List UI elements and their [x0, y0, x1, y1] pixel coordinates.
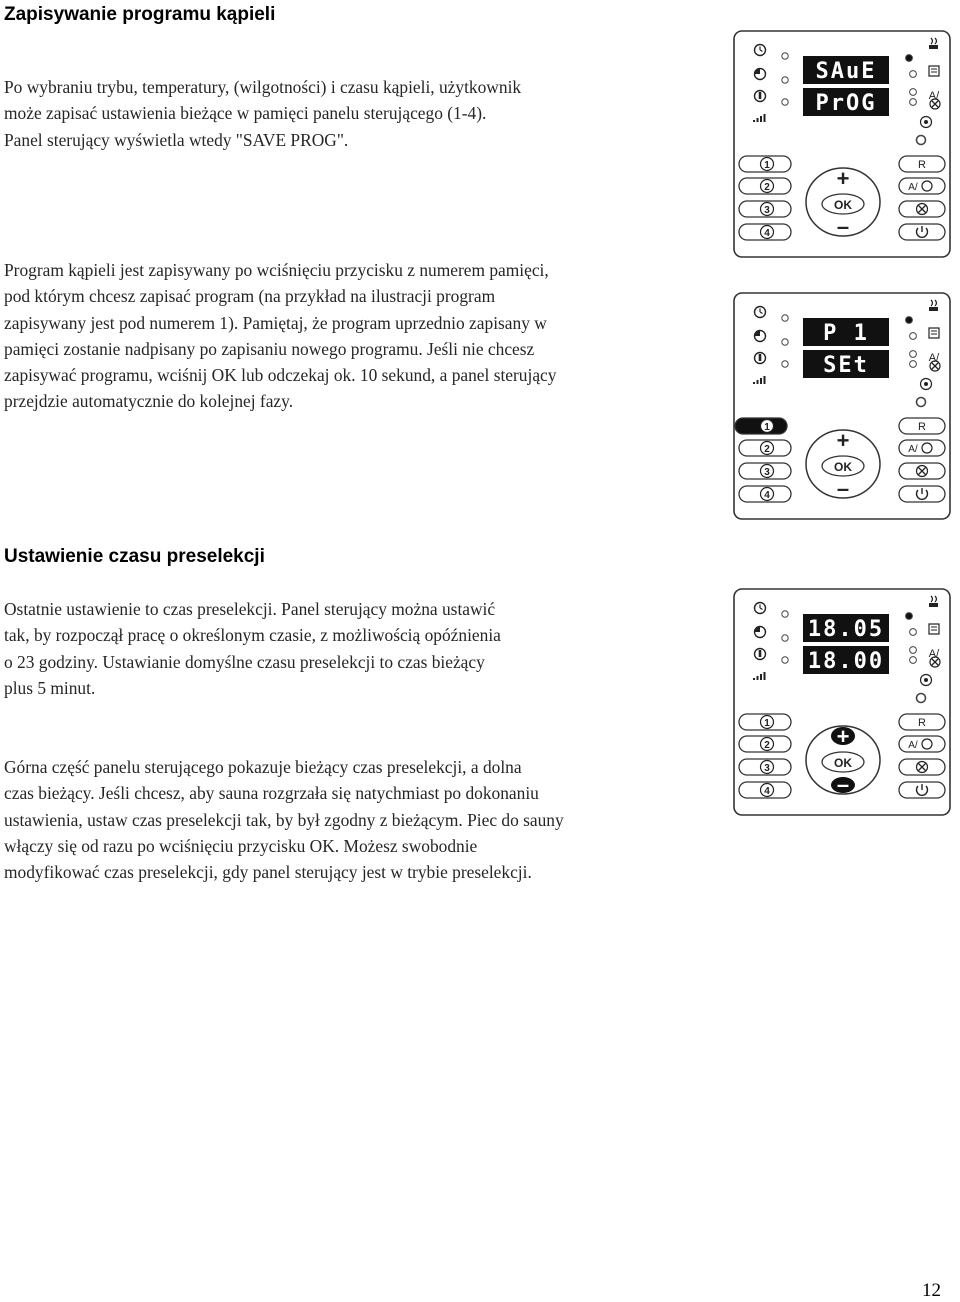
memory-button-3[interactable]: [739, 759, 791, 775]
indicator-led: [782, 99, 788, 105]
indicator-led: [906, 317, 913, 324]
paragraph-preselection-intro: [4, 596, 501, 701]
indicator-led: [782, 77, 788, 83]
memory-button-label: 1: [764, 160, 770, 171]
indicator-led: [910, 361, 917, 368]
ok-label: OK: [834, 198, 852, 212]
minus-label: –: [836, 772, 850, 797]
memory-button-label: 4: [764, 228, 770, 239]
ok-label: OK: [834, 460, 852, 474]
memory-button-label: 2: [764, 740, 770, 751]
indicator-led: [910, 71, 917, 78]
memory-button-3[interactable]: [739, 201, 791, 217]
memory-button-3[interactable]: [739, 463, 791, 479]
section-heading-save-program: Zapisywanie programu kąpieli: [4, 4, 276, 25]
memory-button-label: 4: [764, 786, 770, 797]
auto-mode-label: A/: [928, 648, 940, 660]
r-button-label: R: [918, 421, 926, 433]
page-number: 12: [922, 1280, 941, 1301]
text-line: może zapisać ustawienia bieżące w pamięci panelu sterującego (1-4).: [4, 103, 487, 124]
ok-button[interactable]: [822, 456, 864, 476]
display-bottom: [803, 88, 889, 116]
indicator-led: [906, 55, 913, 62]
paragraph-preselection-details: [4, 754, 564, 885]
text-line: ustawienia, ustaw czas preselekcji tak, by był zgodny z bieżącym. Piec do sauny: [4, 809, 564, 830]
indicator-led: [910, 629, 917, 636]
indicator-led: [782, 657, 788, 663]
memory-button-4[interactable]: [739, 486, 791, 502]
auto-mode-label: A/: [928, 352, 940, 364]
memory-button-4[interactable]: [739, 224, 791, 240]
ok-button[interactable]: [822, 752, 864, 772]
auto-fan-label: A/: [908, 182, 918, 193]
plus-button[interactable]: [837, 428, 850, 453]
r-button-label: R: [918, 717, 926, 729]
auto-fan-label: A/: [908, 444, 918, 455]
display-bottom-text: SEt: [823, 353, 869, 378]
memory-button-label: 2: [764, 444, 770, 455]
minus-label: –: [836, 476, 850, 501]
panel-drawing: [733, 30, 951, 258]
heater-icon: [929, 328, 939, 338]
indicator-led: [910, 647, 917, 654]
memory-button-label: 3: [764, 763, 770, 774]
minus-button[interactable]: [837, 214, 849, 239]
indicator-led: [910, 351, 917, 358]
indicator-led: [782, 635, 788, 641]
memory-button-2[interactable]: [739, 178, 791, 194]
memory-button-1[interactable]: [739, 156, 791, 172]
power-button[interactable]: [899, 782, 945, 798]
text-line: zapisywany jest pod numerem 1). Pamiętaj, że program uprzednio zapisany w: [4, 312, 547, 333]
r-button-label: R: [918, 159, 926, 171]
display-top-text: SAuE: [815, 59, 877, 84]
display-top-text: P 1: [823, 321, 869, 346]
indicator-led: [910, 99, 917, 106]
indicator-led: [910, 333, 917, 340]
fan-button[interactable]: [899, 463, 945, 479]
paragraph-save-intro: [4, 74, 521, 153]
text-line: o 23 godziny. Ustawianie domyślne czasu preselekcji to czas bieżący: [4, 651, 485, 672]
auto-fan-button[interactable]: [899, 736, 945, 752]
section-heading-preselection: Ustawienie czasu preselekcji: [4, 546, 265, 567]
memory-button-label: 3: [764, 205, 770, 216]
indicator-led: [910, 89, 917, 96]
text-line: Po wybraniu trybu, temperatury, (wilgotności) i czasu kąpieli, użytkownik: [4, 77, 522, 97]
memory-button-label: 4: [764, 490, 770, 501]
text-line: pamięci zostanie nadpisany po zapisaniu nowego programu. Jeśli nie chcesz: [4, 338, 535, 359]
text-line: plus 5 minut.: [4, 677, 96, 698]
text-line: Program kąpieli jest zapisywany po wciśnięciu przycisku z numerem pamięci,: [4, 260, 549, 280]
indicator-led: [782, 53, 788, 59]
control-panel-preselection: [733, 588, 951, 816]
text-line: pod którym chcesz zapisać program (na przykład na ilustracji program: [4, 286, 496, 307]
heater-icon: [929, 624, 939, 634]
text-line: przejdzie automatycznie do kolejnej fazy.: [4, 391, 294, 412]
paragraph-save-details: [4, 257, 556, 415]
plus-button[interactable]: [837, 166, 850, 191]
indicator-led: [782, 611, 788, 617]
text-line: zapisywać programu, wciśnij OK lub odczekaj ok. 10 sekund, a panel sterujący: [4, 365, 557, 386]
heater-icon: [929, 66, 939, 76]
control-panel-p1-set: [733, 292, 951, 520]
text-line: modyfikować czas preselekcji, gdy panel sterujący jest w trybie preselekcji.: [4, 862, 532, 883]
display-top-text: 18.05: [807, 617, 885, 642]
memory-button-label: 1: [764, 422, 770, 433]
memory-button-label: 2: [764, 182, 770, 193]
display-top: [803, 56, 889, 84]
panel-drawing: [733, 292, 951, 520]
display-top: [803, 614, 889, 642]
text-line: Panel sterujący wyświetla wtedy "SAVE PROG".: [4, 129, 349, 150]
plus-label: +: [836, 166, 850, 191]
indicator-led: [917, 694, 926, 703]
memory-button-label: 1: [764, 718, 770, 729]
display-bottom-text: 18.00: [807, 649, 885, 674]
text-line: czas bieżący. Jeśli chcesz, aby sauna rozgrzała się natychmiast po dokonaniu: [4, 783, 539, 804]
memory-button-1[interactable]: [739, 714, 791, 730]
indicator-led: [917, 136, 926, 145]
display-bottom: [803, 646, 889, 674]
minus-label: –: [836, 214, 850, 239]
r-button[interactable]: [899, 714, 945, 730]
memory-button-1[interactable]: [735, 418, 787, 434]
auto-fan-label: A/: [908, 740, 918, 751]
display-top: [803, 318, 889, 346]
minus-button[interactable]: [837, 476, 849, 501]
display-bottom: [803, 350, 889, 378]
indicator-led: [782, 315, 788, 321]
memory-button-label: 3: [764, 467, 770, 478]
text-line: tak, by rozpoczął pracę o określonym czasie, z możliwością opóźnienia: [4, 625, 501, 646]
plus-label: +: [836, 724, 850, 749]
text-line: włączy się od razu po wciśnięciu przycisku OK. Możesz swobodnie: [4, 835, 478, 856]
r-button[interactable]: [899, 156, 945, 172]
control-panel-save-prog: [733, 30, 951, 258]
plus-label: +: [836, 428, 850, 453]
text-line: Górna część panelu sterującego pokazuje bieżący czas preselekcji, a dolna: [4, 757, 522, 777]
indicator-led: [906, 613, 913, 620]
indicator-led: [782, 339, 788, 345]
auto-mode-label: A/: [928, 90, 940, 102]
memory-button-2[interactable]: [739, 440, 791, 456]
memory-button-4[interactable]: [739, 782, 791, 798]
display-bottom-text: PrOG: [815, 91, 877, 116]
memory-button-2[interactable]: [739, 736, 791, 752]
power-button[interactable]: [899, 486, 945, 502]
indicator-led: [782, 361, 788, 367]
ok-button[interactable]: [822, 194, 864, 214]
indicator-led: [910, 657, 917, 664]
indicator-led: [917, 398, 926, 407]
auto-fan-button[interactable]: [899, 178, 945, 194]
auto-fan-button[interactable]: [899, 440, 945, 456]
ok-label: OK: [834, 756, 852, 770]
r-button[interactable]: [899, 418, 945, 434]
power-button[interactable]: [899, 224, 945, 240]
panel-drawing: [733, 588, 951, 816]
text-line: Ostatnie ustawienie to czas preselekcji. Panel sterujący można ustawić: [4, 599, 496, 619]
fan-button[interactable]: [899, 201, 945, 217]
fan-button[interactable]: [899, 759, 945, 775]
